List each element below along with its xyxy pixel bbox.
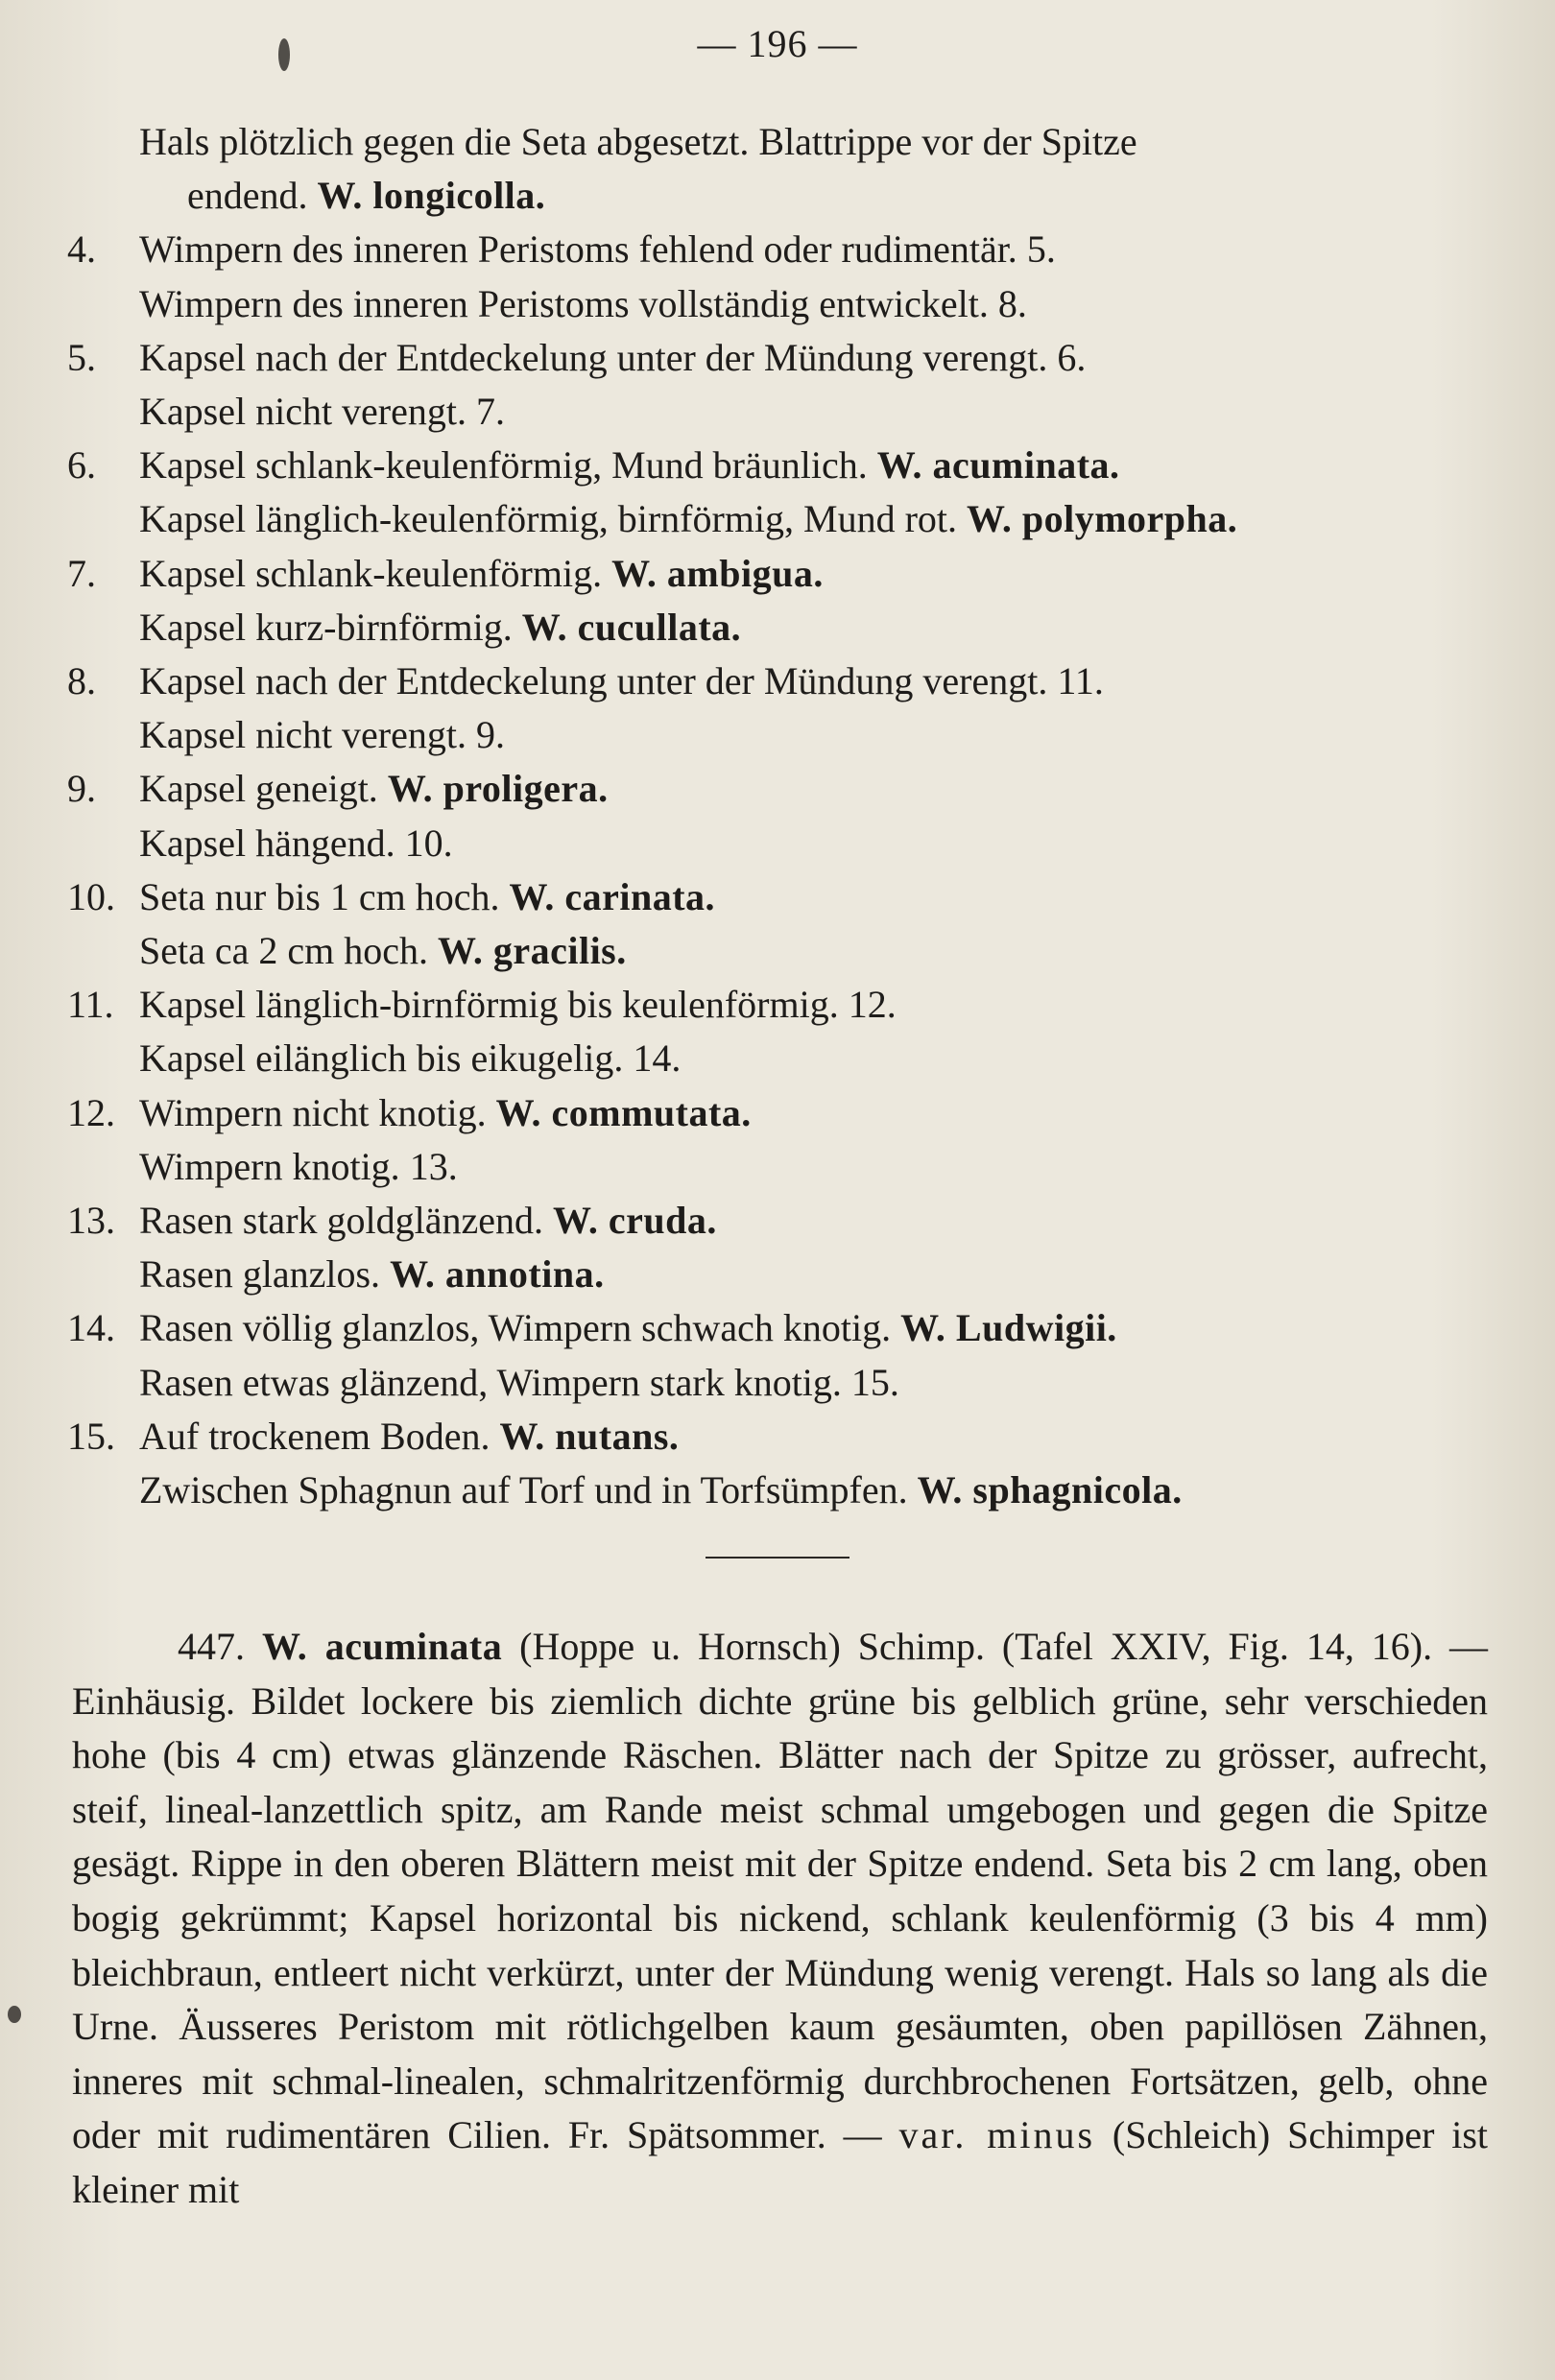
key-line-description: Wimpern knotig. xyxy=(139,1144,400,1188)
key-line xyxy=(0,115,1555,169)
key-line xyxy=(0,1032,1555,1085)
key-line xyxy=(0,601,1555,654)
key-line-species: W. polymorpha. xyxy=(967,497,1238,541)
key-line-text xyxy=(139,924,627,978)
entry-species: W. acuminata xyxy=(261,1625,503,1668)
key-line-description: Zwischen Sphagnun auf Torf und in Torfsümpfen. xyxy=(139,1468,908,1511)
key-line-species: W. commutata. xyxy=(495,1090,752,1134)
key-line-number: 9. xyxy=(67,767,96,811)
key-line-number: 15. xyxy=(67,1414,115,1458)
key-line-description: Wimpern nicht knotig. xyxy=(139,1090,487,1134)
key-line xyxy=(0,654,1555,708)
key-line-text xyxy=(139,1356,899,1410)
key-line-description: Wimpern des inneren Peristoms fehlend oder rudimentär. xyxy=(139,227,1017,272)
key-line-lead-to: 6. xyxy=(1057,335,1087,379)
key-line-text xyxy=(139,1140,458,1194)
key-line xyxy=(0,1356,1555,1410)
key-line-species: W. proligera. xyxy=(387,767,609,811)
key-line-text xyxy=(139,978,897,1032)
key-line-description: Hals plötzlich gegen die Seta abgesetzt. Blattrippe vor der Spitze xyxy=(139,120,1137,163)
key-line xyxy=(0,1140,1555,1194)
key-line-text xyxy=(139,1248,605,1301)
key-line-lead-to: 14. xyxy=(633,1036,682,1081)
key-line-text xyxy=(139,331,1086,385)
key-line-species: W. ambigua. xyxy=(611,551,824,595)
key-line-text xyxy=(139,654,1104,708)
key-line xyxy=(0,870,1555,924)
key-line xyxy=(0,331,1555,385)
key-line xyxy=(0,817,1555,870)
key-line-text xyxy=(139,762,609,816)
key-line-number: 12. xyxy=(67,1090,115,1134)
entry-variety-rest: (Schleich) Schimper ist kleiner mit xyxy=(72,2113,1489,2211)
key-line-number: 7. xyxy=(67,551,96,595)
key-line-description: Kapsel länglich-birnförmig bis keulenförmig. xyxy=(139,983,839,1027)
page-number: — 196 — xyxy=(697,22,858,65)
key-line-description: Kapsel nicht verengt. xyxy=(139,713,466,757)
key-line-description: Kapsel nach der Entdeckelung unter der Mündung verengt. xyxy=(139,335,1048,379)
key-line-description: Rasen glanzlos. xyxy=(139,1252,381,1297)
key-line-description: Kapsel nicht verengt. xyxy=(139,390,466,433)
key-line xyxy=(0,1194,1555,1248)
key-line-species: W. sphagnicola. xyxy=(917,1468,1183,1511)
key-line-description: Kapsel schlank-keulenförmig. xyxy=(139,551,603,595)
key-line-text xyxy=(187,169,545,223)
key-line-text xyxy=(139,1086,752,1140)
key-line-text xyxy=(139,277,1027,331)
key-line-text xyxy=(139,492,1237,546)
key-line-description: Kapsel hängend. xyxy=(139,821,395,865)
key-line-description: Rasen völlig glanzlos, Wimpern schwach knotig. xyxy=(139,1306,892,1350)
entry-authority: (Hoppe u. Hornsch) Schimp. xyxy=(519,1625,985,1668)
key-line-number: 13. xyxy=(67,1199,115,1242)
key-line-species: W. gracilis. xyxy=(438,929,627,972)
key-line-text xyxy=(139,547,824,601)
key-line xyxy=(0,223,1555,276)
key-line-lead-to: 5. xyxy=(1026,227,1056,272)
key-line-lead-to: 9. xyxy=(476,713,505,757)
key-line-text xyxy=(139,601,741,654)
key-line-number: 4. xyxy=(67,227,96,272)
key-line-species: W. cucullata. xyxy=(521,605,742,649)
key-line-description: Kapsel kurz-birnförmig. xyxy=(139,605,513,649)
key-line-description: Kapsel länglich-keulenförmig, birnförmig, Mund rot. xyxy=(139,497,958,541)
key-line-lead-to: 12. xyxy=(848,983,897,1027)
entry-variety-label: var. minus xyxy=(898,2113,1096,2157)
key-line-text xyxy=(139,870,715,924)
entry-body: (Tafel XXIV, Fig. 14, 16). — Einhäusig. Bildet lockere bis ziemlich dichte grüne bis gelblich grüne, sehr verschieden hohe (bis 4 cm) etwas glänzende Räschen. Blätter nach der Spitze zu grösser, aufrecht, steif, lineal-lanzettlich spitz, am Rande meist schmal umgebogen und gegen die Spitze gesägt. Rippe in den oberen Blättern meist mit der Spitze endend. Seta bis 2 cm lang, oben bogig gekrümmt; Kapsel horizontal bis nickend, schlank keulenförmig (3 bis 4 mm) bleichbraun, entleert nicht verkürzt, unter der Mündung wenig verengt. Hals so lang als die Urne. Äusseres Peristom mit rötlichgelben kaum gesäumten, oben papillösen Zähnen, inneres mit schmal-linealen, schmalritzenförmig durchbrochenen Fortsätzen, gelb, ohne oder mit rudimentären Cilien. Fr. Spätsommer. — xyxy=(72,1625,1489,2157)
key-line-lead-to: 10. xyxy=(404,821,453,865)
key-line-description: Seta ca 2 cm hoch. xyxy=(139,929,428,972)
key-line-lead-to: 7. xyxy=(476,390,505,433)
key-line-number: 8. xyxy=(67,659,96,702)
key-line-text xyxy=(139,1410,679,1464)
key-line-description: Kapsel schlank-keulenförmig, Mund bräunlich. xyxy=(139,443,868,488)
key-line-number: 6. xyxy=(67,443,96,488)
key-line-species: W. acuminata. xyxy=(876,443,1120,488)
key-line-text xyxy=(139,708,505,762)
key-line xyxy=(0,708,1555,762)
key-line-description: Kapsel geneigt. xyxy=(139,767,378,811)
key-line xyxy=(0,439,1555,492)
key-line xyxy=(0,169,1555,223)
key-line-species: W. carinata. xyxy=(509,874,716,918)
key-line-text xyxy=(139,1032,681,1085)
entry-number: 447. xyxy=(178,1625,245,1668)
key-line-species: W. longicolla. xyxy=(317,174,546,218)
key-line-text xyxy=(139,1464,1183,1517)
key-line xyxy=(0,1248,1555,1301)
key-line-number: 10. xyxy=(67,874,115,918)
key-line-description: Kapsel eilänglich bis eikugelig. xyxy=(139,1036,624,1081)
key-line-description: Auf trockenem Boden. xyxy=(139,1414,490,1458)
key-line-lead-to: 13. xyxy=(409,1144,458,1188)
section-divider xyxy=(706,1557,849,1559)
key-line xyxy=(0,492,1555,546)
key-line-species: W. annotina. xyxy=(390,1252,605,1297)
key-line-text xyxy=(139,223,1056,276)
key-line-text xyxy=(139,115,1137,169)
key-line-text xyxy=(139,439,1120,492)
key-line-description: Rasen stark goldglänzend. xyxy=(139,1199,543,1242)
key-line-number: 5. xyxy=(67,335,96,379)
key-line xyxy=(0,277,1555,331)
species-entry xyxy=(72,1620,1488,2218)
ink-spot xyxy=(8,2006,21,2023)
key-line-lead-to: 15. xyxy=(850,1360,899,1404)
key-line-species: W. cruda. xyxy=(553,1199,717,1242)
key-line-description: Seta nur bis 1 cm hoch. xyxy=(139,874,500,918)
key-line-number: 14. xyxy=(67,1306,115,1350)
key-line xyxy=(0,1086,1555,1140)
key-line-species: W. Ludwigii. xyxy=(900,1306,1117,1350)
key-line xyxy=(0,762,1555,816)
key-line xyxy=(0,385,1555,439)
key-line xyxy=(0,978,1555,1032)
key-line xyxy=(0,1301,1555,1355)
key-line-description: Kapsel nach der Entdeckelung unter der Mündung verengt. xyxy=(139,659,1048,702)
key-line xyxy=(0,547,1555,601)
key-line-species: W. nutans. xyxy=(499,1414,680,1458)
key-line-description: endend. xyxy=(187,174,308,218)
key-line xyxy=(0,924,1555,978)
key-line-lead-to: 8. xyxy=(997,281,1027,325)
key-line-text xyxy=(139,1301,1117,1355)
key-line-text xyxy=(139,385,505,439)
key-line-text xyxy=(139,1194,717,1248)
key-line-lead-to: 11. xyxy=(1057,659,1104,702)
key-line xyxy=(0,1410,1555,1464)
key-line-description: Wimpern des inneren Peristoms vollständig entwickelt. xyxy=(139,281,989,325)
key-line-text xyxy=(139,817,453,870)
key-line-description: Rasen etwas glänzend, Wimpern stark knotig. xyxy=(139,1360,842,1404)
key-line xyxy=(0,1464,1555,1517)
key-line-number: 11. xyxy=(67,983,114,1027)
